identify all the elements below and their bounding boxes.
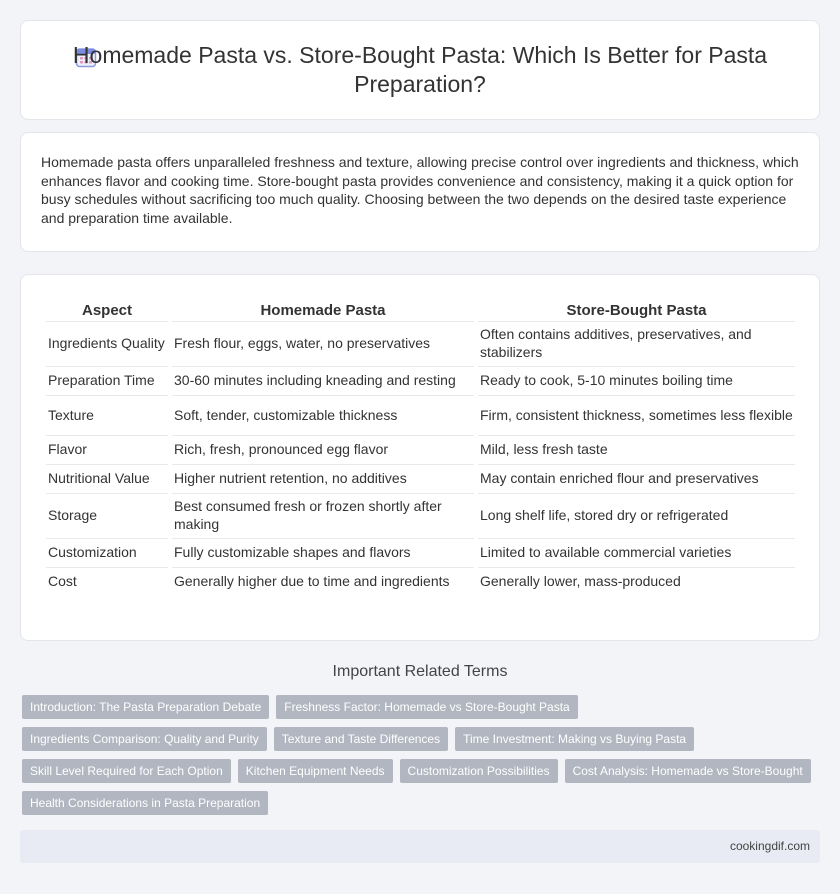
- homemade-cell: Higher nutrient retention, no additives: [172, 464, 474, 491]
- related-term-link[interactable]: Texture and Taste Differences: [274, 727, 448, 751]
- aspect-cell: Cost: [46, 567, 168, 594]
- column-header-homemade: Homemade Pasta: [260, 302, 386, 319]
- table-row: [46, 493, 795, 536]
- aspect-cell: Texture: [46, 395, 168, 433]
- related-term-link[interactable]: Skill Level Required for Each Option: [22, 759, 231, 783]
- comparison-table: [42, 295, 799, 596]
- intro-paragraph: Homemade pasta offers unparalleled freshness and texture, allowing precise control over ingredients and thickness, which enhances flavor and cooking time. Store-bought pasta provides convenience and consistency, making it a quick option for busy schedules without sacrificing too much quality. Choosing between the two depends on the desired taste experience and preparation time available.: [41, 154, 799, 226]
- comparison-card: [20, 274, 820, 641]
- table-header-row: [46, 297, 795, 319]
- store-bought-cell: Limited to available commercial varieties: [478, 538, 795, 565]
- homemade-cell: Generally higher due to time and ingredients: [172, 567, 474, 594]
- footer-site-name[interactable]: cookingdif.com: [729, 839, 810, 853]
- aspect-cell: Nutritional Value: [46, 464, 168, 491]
- header-card: [20, 20, 820, 120]
- table-row: [46, 464, 795, 491]
- aspect-cell: Ingredients Quality: [46, 321, 168, 364]
- related-term-link[interactable]: Freshness Factor: Homemade vs Store-Bought Pasta: [276, 695, 577, 719]
- related-term-link[interactable]: Time Investment: Making vs Buying Pasta: [455, 727, 694, 751]
- homemade-cell: Best consumed fresh or frozen shortly after making: [172, 493, 474, 536]
- homemade-cell: Rich, fresh, pronounced egg flavor: [172, 435, 474, 462]
- store-bought-cell: Often contains additives, preservatives, and stabilizers: [478, 321, 795, 364]
- table-row: [46, 538, 795, 565]
- related-term-link[interactable]: Customization Possibilities: [400, 759, 558, 783]
- intro-card: [20, 132, 820, 252]
- column-header-aspect: Aspect: [81, 302, 133, 319]
- store-bought-cell: Mild, less fresh taste: [478, 435, 795, 462]
- homemade-cell: Fresh flour, eggs, water, no preservatives: [172, 321, 474, 364]
- column-header-store-bought: Store-Bought Pasta: [566, 302, 707, 319]
- aspect-cell: Storage: [46, 493, 168, 536]
- aspect-cell: Customization: [46, 538, 168, 565]
- table-row: [46, 567, 795, 594]
- table-row: [46, 366, 795, 393]
- related-term-link[interactable]: Cost Analysis: Homemade vs Store-Bought: [565, 759, 811, 783]
- aspect-cell: Preparation Time: [46, 366, 168, 393]
- store-bought-cell: Ready to cook, 5-10 minutes boiling time: [478, 366, 795, 393]
- homemade-cell: Soft, tender, customizable thickness: [172, 395, 474, 433]
- table-row: [46, 435, 795, 462]
- related-term-link[interactable]: Ingredients Comparison: Quality and Purity: [22, 727, 267, 751]
- related-terms-heading: Important Related Terms: [332, 663, 508, 680]
- store-bought-cell: Generally lower, mass-produced: [478, 567, 795, 594]
- store-bought-cell: Long shelf life, stored dry or refrigerated: [478, 493, 795, 536]
- table-row: [46, 321, 795, 364]
- aspect-cell: Flavor: [46, 435, 168, 462]
- related-term-link[interactable]: Introduction: The Pasta Preparation Debate: [22, 695, 269, 719]
- related-term-link[interactable]: Health Considerations in Pasta Preparation: [22, 791, 268, 815]
- page-title: Homemade Pasta vs. Store-Bought Pasta: Which Is Better for Pasta Preparation?: [72, 42, 768, 97]
- related-terms-list: [22, 695, 822, 815]
- store-bought-cell: Firm, consistent thickness, sometimes less flexible: [478, 395, 795, 433]
- homemade-cell: Fully customizable shapes and flavors: [172, 538, 474, 565]
- homemade-cell: 30-60 minutes including kneading and resting: [172, 366, 474, 393]
- footer: [20, 830, 820, 863]
- table-row: [46, 395, 795, 433]
- related-term-link[interactable]: Kitchen Equipment Needs: [238, 759, 393, 783]
- store-bought-cell: May contain enriched flour and preservatives: [478, 464, 795, 491]
